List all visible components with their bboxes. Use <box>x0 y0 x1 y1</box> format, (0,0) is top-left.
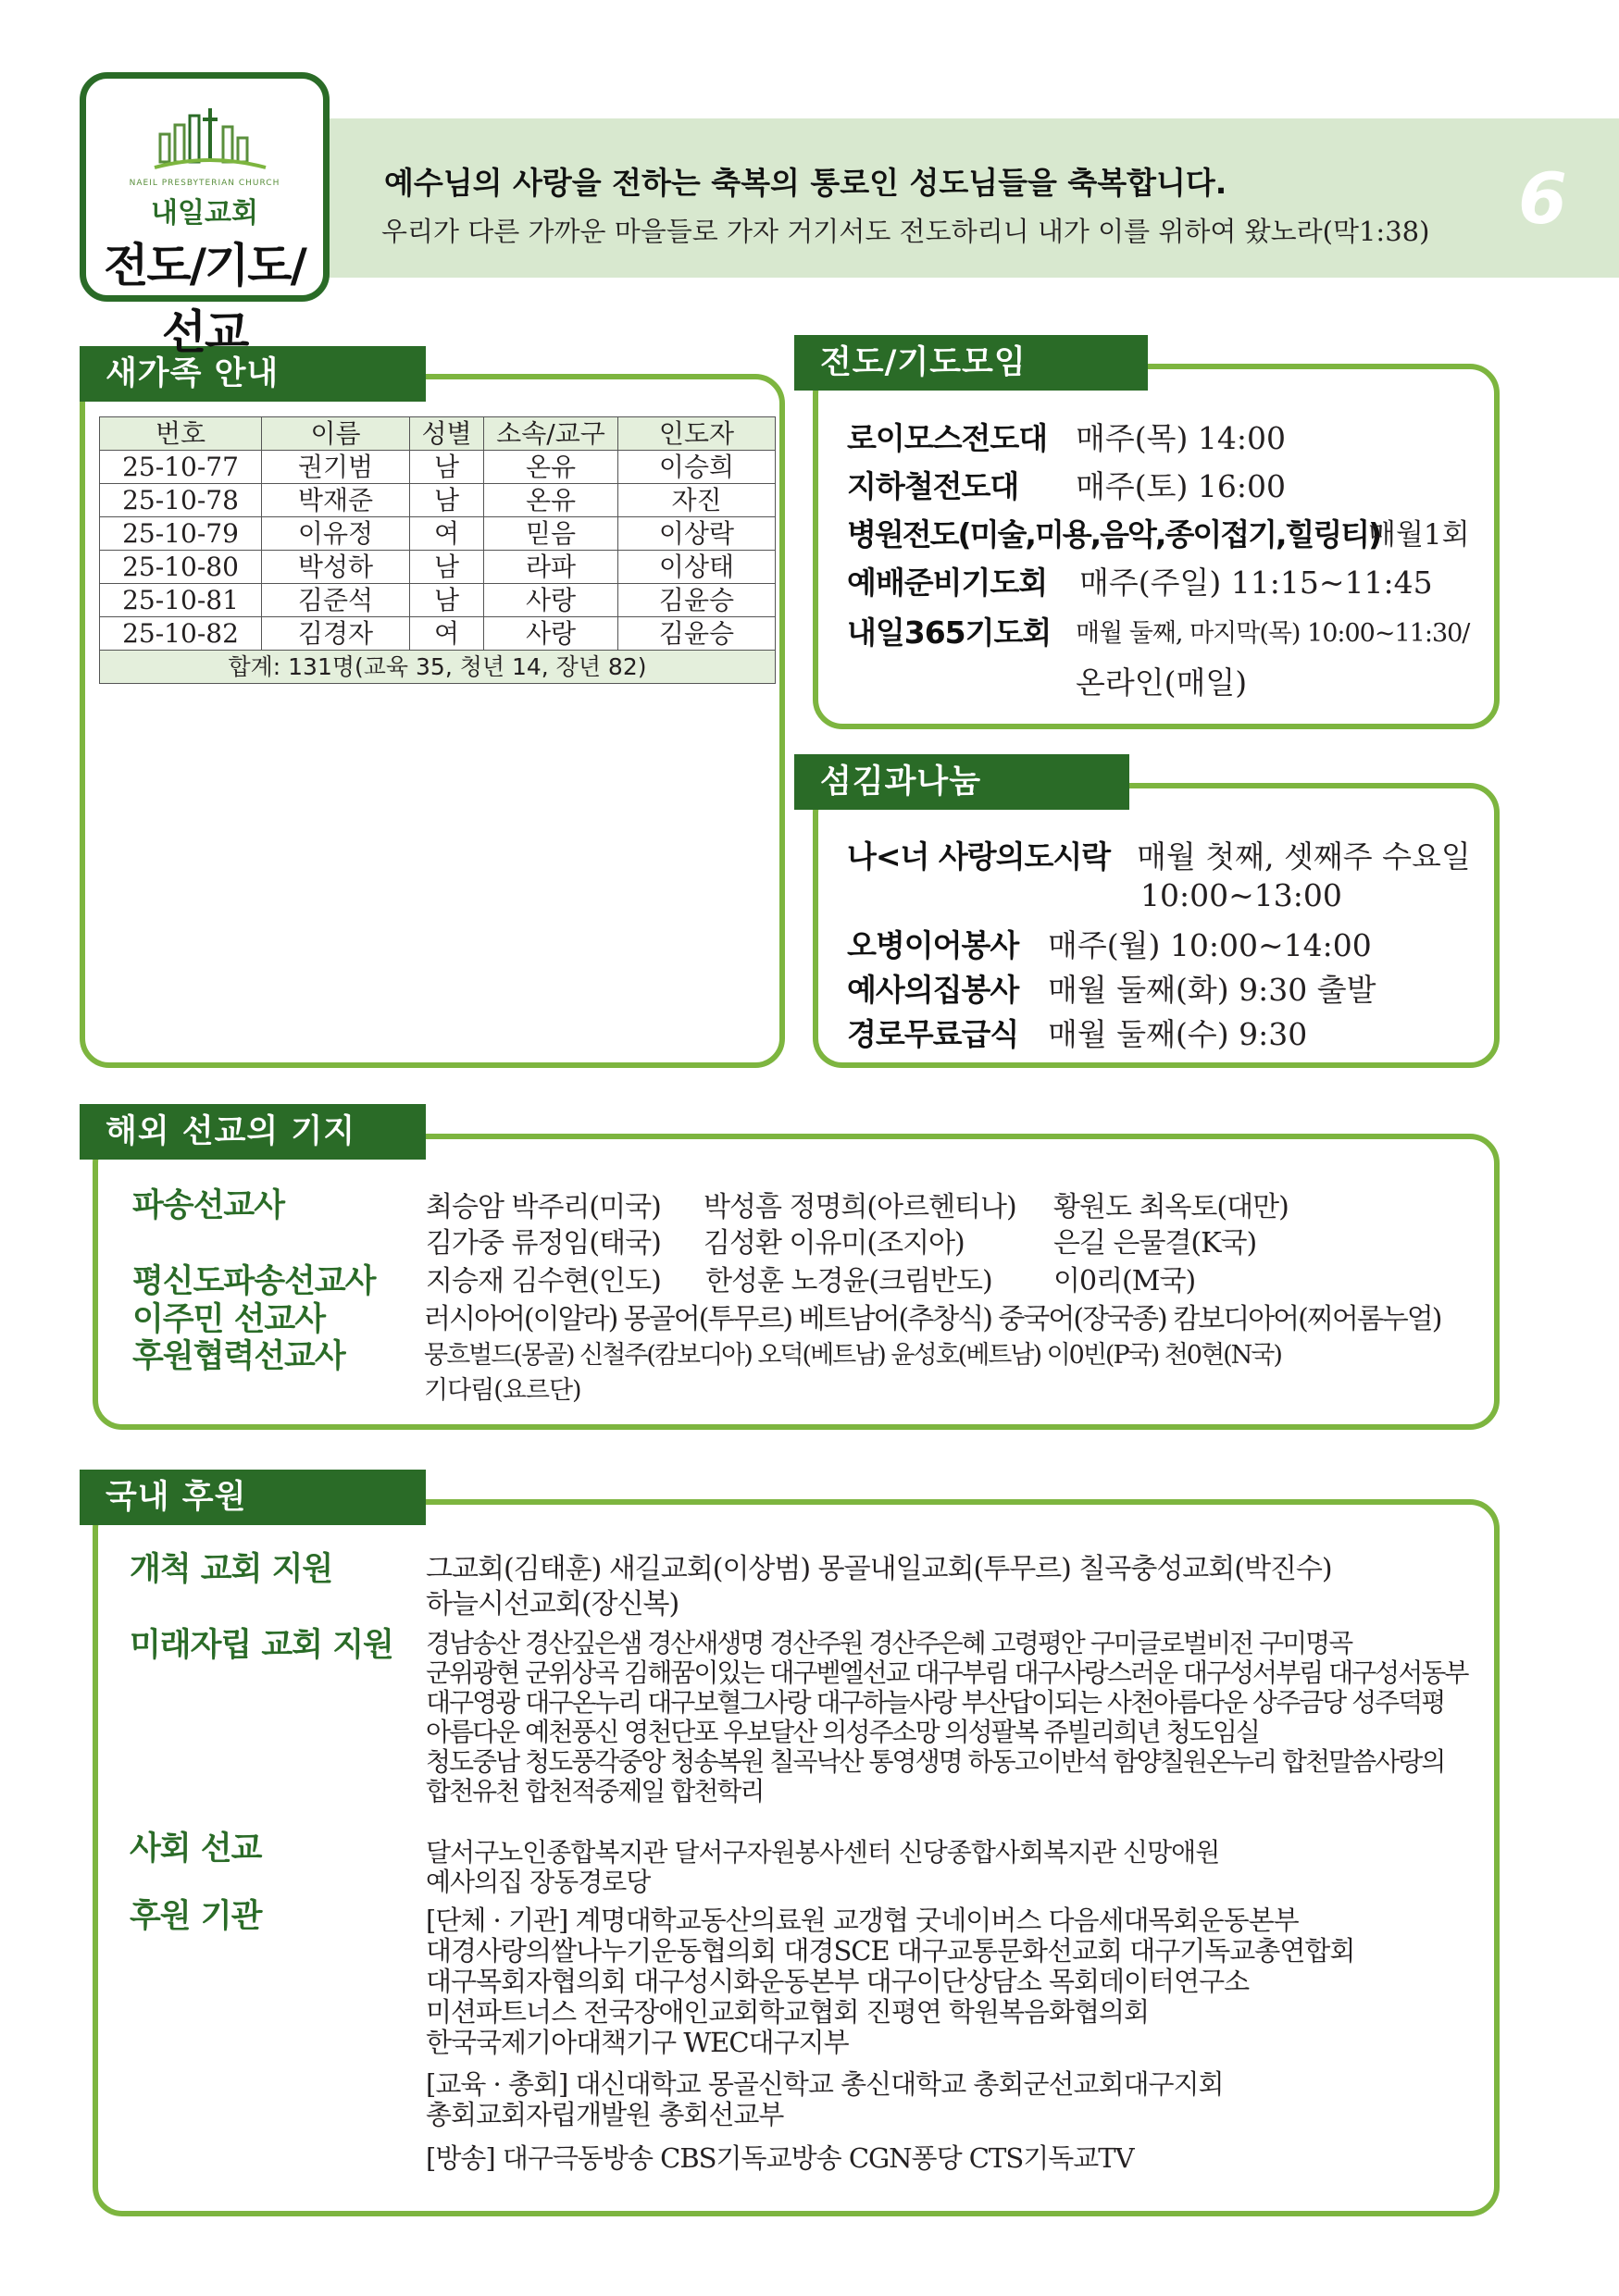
evangelism-item-time: 매주(목) 14:00 <box>1076 420 1286 456</box>
service-item-name: 오병이어봉사 <box>847 927 1019 963</box>
future-church-list: 경남송산 경산깊은샘 경산새생명 경산주원 경산주은혜 고령평안 구미글로벌비전 구미명곡 <box>426 1628 1352 1658</box>
pioneer-church-label: 개척 교회 지원 <box>130 1551 333 1588</box>
newcomer-gender: 남 <box>410 551 484 584</box>
table-row <box>100 451 776 484</box>
support-org-list: [단체 · 기관] 계명대학교동산의료원 교갱협 굿네이버스 다음세대목회운동본부 <box>426 1905 1299 1936</box>
social-mission-list: 예사의집 장동경로당 <box>426 1867 651 1897</box>
column-header: 인도자 <box>618 417 776 451</box>
table-row <box>100 517 776 551</box>
newcomer-gender: 남 <box>410 484 484 517</box>
service-item-name: 경로무료급식 <box>847 1016 1019 1052</box>
domestic-tab: 국내 후원 <box>80 1470 426 1525</box>
newcomer-name: 박성하 <box>262 551 410 584</box>
newcomer-guide: 이상태 <box>618 551 776 584</box>
support-org-list: 미션파트너스 전국장애인교회학교협회 진평연 학원복음화협의회 <box>426 1996 1150 2028</box>
service-item-time: 매월 둘째(수) 9:30 <box>1048 1016 1308 1052</box>
newcomer-number: 25-10-78 <box>100 484 262 517</box>
evangelism-item-time: 매주(토) 16:00 <box>1076 468 1286 504</box>
column-header: 이름 <box>262 417 410 451</box>
evangelism-tab: 전도/기도모임 <box>794 335 1148 391</box>
overseas-tab: 해외 선교의 기지 <box>80 1104 426 1160</box>
newcomer-guide: 이상락 <box>618 517 776 551</box>
support-org-list: 대경사랑의쌀나누기운동협의회 대경SCE 대구교통문화선교회 대구기독교총연합회 <box>426 1935 1355 1967</box>
evangelism-item-time: 매월1회 <box>1368 518 1470 552</box>
missionary-entry: 한성훈 노경윤(크림반도) <box>705 1265 992 1297</box>
future-church-list: 군위광현 군위상곡 김해꿈이있는 대구벧엘선교 대구부림 대구사랑스러운 대구성서부림 대구성서동부 <box>426 1657 1468 1688</box>
newcomer-name: 이유정 <box>262 517 410 551</box>
newcomer-guide: 김윤승 <box>618 584 776 617</box>
newcomers-total: 합계: 131명(교육 35, 청년 14, 장년 82) <box>100 651 776 684</box>
service-item-name: 예사의집봉사 <box>847 972 1019 1008</box>
missionary-entry: 지승재 김수현(인도) <box>426 1265 661 1297</box>
newcomer-gender: 남 <box>410 451 484 484</box>
evangelism-item-name: 지하철전도대 <box>847 468 1019 504</box>
newcomer-name: 김준석 <box>262 584 410 617</box>
column-header: 소속/교구 <box>484 417 618 451</box>
support-missionary-label: 후원협력선교사 <box>132 1338 345 1375</box>
table-header-row <box>100 417 776 451</box>
support-org-label: 후원 기관 <box>130 1898 262 1935</box>
pioneer-church-list: 그교회(김태훈) 새길교회(이상범) 몽골내일교회(투무르) 칠곡충성교회(박진수) <box>426 1553 1332 1585</box>
section-title: 전도/기도/선교 <box>104 239 305 359</box>
newcomer-number: 25-10-79 <box>100 517 262 551</box>
evangelism-item-time: 매월 둘째, 마지막(목) 10:00~11:30/ <box>1076 619 1470 648</box>
newcomer-number: 25-10-81 <box>100 584 262 617</box>
missionary-entry: 박성흠 정명희(아르헨티나) <box>704 1191 1016 1223</box>
evangelism-item-name: 내일365기도회 <box>847 614 1052 651</box>
missionary-entry: 김가중 류정임(태국) <box>426 1227 661 1260</box>
table-total-row <box>100 651 776 684</box>
table-row <box>100 484 776 517</box>
service-tab: 섬김과나눔 <box>794 754 1129 810</box>
header-verse: 우리가 다른 가까운 마을들로 가자 거기서도 전도하리니 내가 이를 위하여 왔노라(막1:38) <box>381 216 1430 247</box>
newcomer-gender: 남 <box>410 584 484 617</box>
education-org-list: [교육 · 총회] 대신대학교 몽골신학교 총신대학교 총회군선교회대구지회 <box>426 2068 1224 2100</box>
logo-name: 내일교회 <box>151 197 258 230</box>
page-number: 6 <box>1518 157 1567 240</box>
support-missionary-list: 뭉흐벌드(몽골) 신철주(캄보디아) 오덕(베트남) 윤성호(베트남) 이0빈(P국) 천0현(N국) <box>424 1341 1281 1370</box>
missionary-entry: 이0리(M국) <box>1053 1265 1196 1297</box>
evangelism-item-name: 로이모스전도대 <box>847 420 1048 456</box>
future-church-list: 아름다운 예천풍신 영천단포 우보달산 의성주소망 의성팔복 쥬빌리희년 청도임실 <box>426 1717 1259 1747</box>
evangelism-item-name: 예배준비기도회 <box>847 565 1048 601</box>
future-church-list: 대구영광 대구온누리 대구보혈그사랑 대구하늘사랑 부산답이되는 사천아름다운 상주금당 성주덕평 <box>426 1687 1445 1718</box>
evangelism-item-time: 매주(주일) 11:15~11:45 <box>1079 565 1433 601</box>
church-logo-icon <box>153 106 268 173</box>
newcomer-name: 권기범 <box>262 451 410 484</box>
newcomer-name: 김경자 <box>262 617 410 651</box>
broadcast-org-list: [방송] 대구극동방송 CBS기독교방송 CGN퐁당 CTS기독교TV <box>426 2142 1134 2174</box>
support-missionary-list-2: 기다림(요르단) <box>424 1376 581 1405</box>
newcomer-group: 온유 <box>484 484 618 517</box>
newcomer-number: 25-10-77 <box>100 451 262 484</box>
lay-missionary-label: 평신도파송선교사 <box>132 1263 376 1300</box>
pioneer-church-list: 하늘시선교회(장신복) <box>426 1588 679 1620</box>
missionary-entry: 은길 은물결(K국) <box>1053 1227 1257 1260</box>
evangelism-item-time-2: 온라인(매일) <box>1076 664 1248 701</box>
table-row <box>100 584 776 617</box>
future-church-list: 청도중남 청도풍각중앙 청송복원 칠곡낙산 통영생명 하동고이반석 함양칠원온누리 합천말씀사랑의 <box>426 1746 1445 1777</box>
newcomers-table <box>99 416 776 684</box>
newcomer-name: 박재준 <box>262 484 410 517</box>
newcomer-group: 믿음 <box>484 517 618 551</box>
service-item-time: 매월 둘째(화) 9:30 출발 <box>1048 972 1376 1008</box>
newcomer-guide: 자진 <box>618 484 776 517</box>
social-mission-list: 달서구노인종합복지관 달서구자원봉사센터 신당종합사회복지관 신망애원 <box>426 1837 1220 1868</box>
dispatched-label: 파송선교사 <box>132 1187 285 1224</box>
newcomer-group: 사랑 <box>484 584 618 617</box>
support-org-list: 한국국제기아대책기구 WEC대구지부 <box>426 2027 849 2058</box>
missionary-entry: 최승암 박주리(미국) <box>426 1191 661 1223</box>
newcomer-group: 사랑 <box>484 617 618 651</box>
service-item-time: 매주(월) 10:00~14:00 <box>1048 927 1372 963</box>
missionary-entry: 황원도 최옥토(대만) <box>1053 1191 1289 1223</box>
newcomer-guide: 김윤승 <box>618 617 776 651</box>
newcomer-number: 25-10-80 <box>100 551 262 584</box>
evangelism-item-name: 병원전도(미술,미용,음악,종이접기,힐링티) <box>847 516 1381 552</box>
future-church-list: 합천유천 합천적중제일 합천학리 <box>426 1776 764 1806</box>
support-org-list: 대구목회자협의회 대구성시화운동본부 대구이단상담소 목회데이터연구소 <box>426 1966 1250 1997</box>
missionary-entry: 김성환 이유미(조지아) <box>704 1227 965 1260</box>
newcomer-group: 라파 <box>484 551 618 584</box>
newcomer-group: 온유 <box>484 451 618 484</box>
service-item-time: 매월 첫째, 셋째주 수요일 <box>1137 838 1471 875</box>
newcomer-guide: 이승희 <box>618 451 776 484</box>
column-header: 번호 <box>100 417 262 451</box>
logo-box <box>80 72 330 359</box>
header-main-text: 예수님의 사랑을 전하는 축복의 통로인 성도님들을 축복합니다. <box>384 165 1227 201</box>
newcomers-tab: 새가족 안내 <box>80 346 426 402</box>
future-church-label: 미래자립 교회 지원 <box>130 1627 393 1664</box>
newcomer-number: 25-10-82 <box>100 617 262 651</box>
column-header: 성별 <box>410 417 484 451</box>
social-mission-label: 사회 선교 <box>130 1831 262 1868</box>
newcomer-gender: 여 <box>410 617 484 651</box>
education-org-list: 총회교회자립개발원 총회선교부 <box>426 2099 784 2130</box>
table-row <box>100 551 776 584</box>
newcomer-gender: 여 <box>410 517 484 551</box>
logo-subtitle: NAEIL PRESBYTERIAN CHURCH <box>129 179 280 188</box>
service-item-time-2: 10:00~13:00 <box>1140 877 1342 913</box>
service-item-name: 나<너 사랑의도시락 <box>847 838 1111 875</box>
migrant-missionary-label: 이주민 선교사 <box>132 1301 326 1338</box>
migrant-missionary-list: 러시아어(이알라) 몽골어(투무르) 베트남어(추창식) 중국어(장국종) 캄보디아어(찌어롬누얼) <box>424 1303 1441 1335</box>
table-row <box>100 617 776 651</box>
